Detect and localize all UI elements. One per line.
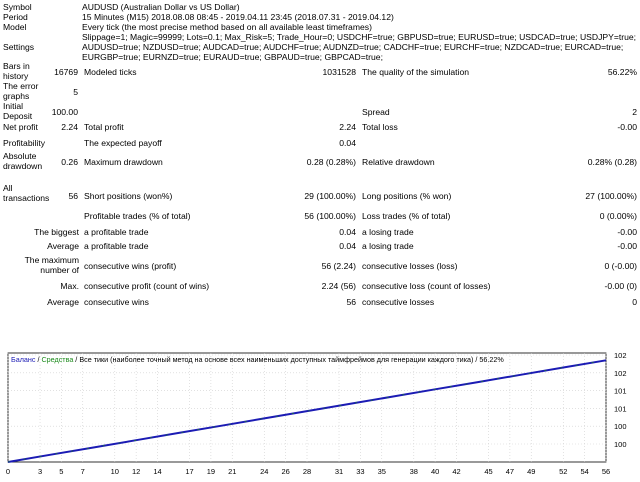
totalloss-value: -0.00: [617, 122, 637, 132]
payoff-label: The expected payoff: [84, 138, 162, 148]
chart-svg: [0, 350, 640, 480]
settings-line2: EURGBP=true; EURNZD=true; EURAUD=true; GBPAUD=true; GBPCAD=true;: [82, 52, 383, 62]
quality-label: The quality of the simulation: [362, 67, 470, 77]
long-label: Long positions (% won): [362, 191, 452, 201]
x-tick-label: 17: [185, 467, 194, 476]
big-loss-value: -0.00: [617, 227, 637, 237]
legend-text: Все тики (наиболее точный метод на основе всех наименьших доступных таймфреймов для генерации каждого тика): [79, 355, 474, 364]
closs-label: consecutive loss (count of losses): [362, 281, 491, 291]
x-tick-label: 52: [559, 467, 568, 476]
errors-label: The error graphs: [3, 81, 39, 101]
x-tick-label: 47: [505, 467, 515, 476]
x-tick-label: 12: [131, 467, 141, 476]
legend-equity: Средства: [41, 355, 74, 364]
legend-sep1: /: [35, 355, 42, 364]
x-tick-label: 26: [281, 467, 290, 476]
closs-value: -0.00 (0): [604, 281, 637, 291]
quality-value: 56.22%: [607, 67, 637, 77]
x-tick-label: 33: [356, 467, 365, 476]
x-tick-label: 21: [228, 467, 237, 476]
maxdd-value: 0.28 (0.28%): [306, 157, 356, 167]
reldd-label: Relative drawdown: [362, 157, 435, 167]
period-value: 15 Minutes (M15) 2018.08.08 08:45 - 2019.04.11 23:45 (2018.07.31 - 2019.04.12): [82, 12, 394, 22]
legend-balance: Баланс: [11, 355, 36, 364]
cwins-label: consecutive wins (profit): [84, 261, 177, 271]
cprofit-value: 2.24 (56): [321, 281, 356, 291]
big-prof-label: a profitable trade: [84, 227, 149, 237]
x-tick-label: 45: [484, 467, 493, 476]
avg-loss-label: a losing trade: [362, 241, 414, 251]
x-tick-label: 54: [580, 467, 589, 476]
x-tick-label: 56: [601, 467, 611, 476]
biggest-label: The biggest: [34, 227, 79, 237]
balance-chart: [0, 350, 640, 480]
avgwins-value: 56: [346, 297, 356, 307]
avg-loss-value: -0.00: [617, 241, 637, 251]
closses-label: consecutive losses (loss): [362, 261, 458, 271]
x-tick-label: 3: [37, 467, 43, 476]
payoff-value: 0.04: [339, 138, 356, 148]
avgwins-label: consecutive wins: [84, 297, 149, 307]
reldd-value: 0.28% (0.28): [587, 157, 637, 167]
model-value: Every tick (the most precise method based on all available least timeframes): [82, 22, 372, 32]
avglosses-label: consecutive losses: [362, 297, 435, 307]
absdd-label: Absolute drawdown: [3, 151, 43, 171]
totalprofit-value: 2.24: [339, 122, 356, 132]
bars-label: Bars in history: [3, 61, 30, 81]
modeled-value: 1031528: [322, 67, 356, 77]
legend-sep3: /: [473, 355, 480, 364]
alltx-value: 56: [68, 191, 78, 201]
x-tick-label: 5: [59, 467, 64, 476]
y-tick-label: 101: [614, 386, 627, 396]
losstrades-value: 0 (0.00%): [599, 211, 637, 221]
x-tick-label: 0: [5, 467, 11, 476]
max-label: Max.: [60, 281, 79, 291]
avg-prof-label: a profitable trade: [84, 241, 149, 251]
legend-quality: 56.22%: [479, 355, 504, 364]
closses-value: 0 (-0.00): [604, 261, 637, 271]
x-tick-label: 35: [377, 467, 386, 476]
x-tick-label: 7: [80, 467, 85, 476]
modeled-label: Modeled ticks: [84, 67, 137, 77]
model-label: Model: [3, 22, 27, 32]
absdd-value: 0.26: [61, 157, 78, 167]
short-value: 29 (100.00%): [304, 191, 356, 201]
maxnum-label: The maximum number of: [24, 255, 79, 275]
proftrades-value: 56 (100.00%): [304, 211, 356, 221]
profitability-label: Profitability: [3, 138, 46, 148]
x-tick-label: 40: [430, 467, 440, 476]
x-axis: [6, 467, 610, 476]
params-line: Slippage=1; Magic=99999; Lots=0.1; Max_Risk=5; Trade_Hour=0; USDCHF=true; GBPUSD=true; EURUSD=true; USDCAD=true; USDJPY=true;: [82, 32, 637, 42]
x-tick-label: 10: [110, 467, 119, 476]
long-value: 27 (100.00%): [585, 191, 637, 201]
y-tick-label: 101: [614, 404, 627, 414]
x-tick-label: 38: [409, 467, 418, 476]
legend-sep2: /: [73, 355, 80, 364]
period-label: Period: [3, 12, 28, 22]
settings-line1: AUDUSD=true; NZDUSD=true; AUDCAD=true; AUDCHF=true; AUDNZD=true; CADCHF=true; EURCHF=true; NZDCAD=true; EURCAD=true;: [82, 42, 624, 52]
symbol-value: AUDUSD (Australian Dollar vs US Dollar): [82, 2, 240, 12]
losstrades-label: Loss trades (% of total): [362, 211, 451, 221]
spread-value: 2: [632, 107, 637, 117]
big-loss-label: a losing trade: [362, 227, 414, 237]
x-tick-label: 14: [153, 467, 162, 476]
cwins-value: 56 (2.24): [321, 261, 356, 271]
y-tick-label: 100: [614, 422, 627, 432]
totalloss-label: Total loss: [362, 122, 398, 132]
totalprofit-label: Total profit: [84, 122, 124, 132]
average-label: Average: [47, 241, 79, 251]
x-tick-label: 31: [334, 467, 344, 476]
short-label: Short positions (won%): [84, 191, 173, 201]
x-tick-label: 49: [527, 467, 536, 476]
symbol-label: Symbol: [3, 2, 32, 12]
netprofit-label: Net profit: [3, 122, 38, 132]
y-tick-label: 102: [614, 351, 627, 360]
deposit-value: 100.00: [51, 107, 78, 117]
deposit-label: Initial Deposit: [3, 101, 33, 121]
x-tick-label: 19: [206, 467, 216, 476]
netprofit-value: 2.24: [61, 122, 78, 132]
y-tick-label: 102: [614, 368, 627, 378]
x-tick-label: 28: [302, 467, 312, 476]
maxdd-label: Maximum drawdown: [84, 157, 163, 167]
proftrades-label: Profitable trades (% of total): [84, 211, 191, 221]
big-prof-value: 0.04: [339, 227, 356, 237]
y-tick-label: 100: [614, 440, 627, 449]
spread-label: Spread: [362, 107, 390, 117]
settings-label: Settings: [3, 42, 35, 52]
cprofit-label: consecutive profit (count of wins): [84, 281, 210, 291]
avglosses-value: 0: [632, 297, 637, 307]
alltx-label: All transactions: [3, 183, 50, 203]
x-tick-label: 42: [452, 467, 461, 476]
chart-legend: [11, 355, 504, 364]
avg-prof-value: 0.04: [339, 241, 356, 251]
bars-value: 16769: [54, 67, 78, 77]
y-axis: [614, 351, 627, 449]
average2-label: Average: [47, 297, 79, 307]
errors-value: 5: [73, 87, 78, 97]
x-tick-label: 24: [260, 467, 269, 476]
